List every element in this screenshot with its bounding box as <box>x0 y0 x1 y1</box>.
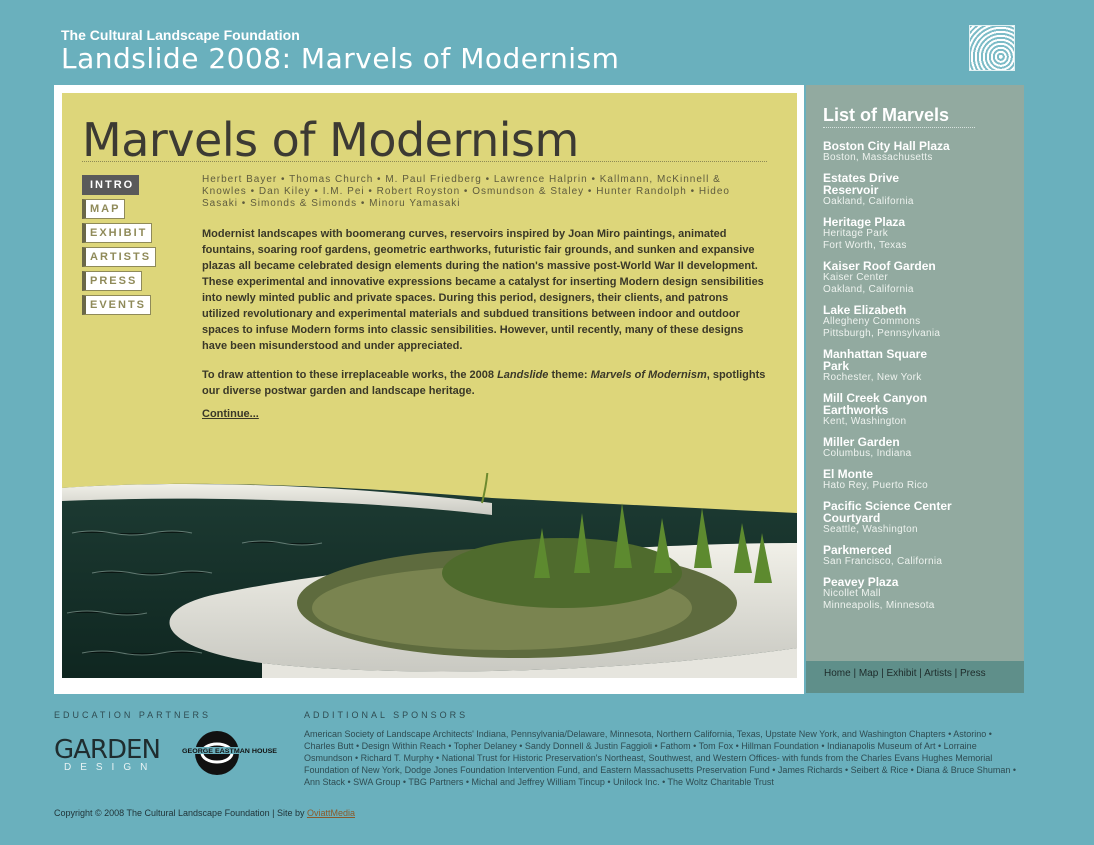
marvel-location: Pittsburgh, Pennsylvania <box>823 328 941 339</box>
sidebar <box>806 85 1024 661</box>
link-separator: | <box>850 668 859 679</box>
artists-list: Herbert Bayer • Thomas Church • M. Paul Friedberg • Lawrence Halprin • Kallmann, McKinnell & Knowles • Dan Kiley • I.M. Pei • Robert Royston • Osmundson & Staley • Hunter Randolph • Hideo Sasaki • Simonds & Simonds • Minoru Yamasaki <box>202 174 730 209</box>
nav-intro[interactable]: INTRO <box>82 175 139 195</box>
marvel-name[interactable]: Lake Elizabeth <box>823 303 907 317</box>
marvel-item <box>823 140 1013 164</box>
marvel-name[interactable]: Manhattan Square Park <box>823 347 928 373</box>
marvel-name[interactable]: Peavey Plaza <box>823 575 899 589</box>
marvel-item <box>823 172 1013 208</box>
marvel-location: San Francisco, California <box>823 556 943 567</box>
marvel-name[interactable]: Kaiser Roof Garden <box>823 259 936 273</box>
marvel-item <box>823 500 1013 536</box>
nav-exhibit[interactable]: EXHIBIT <box>82 223 152 243</box>
sidebar-footer-links <box>824 668 986 679</box>
marvel-location: Allegheny Commons <box>823 316 921 327</box>
footer-link-home[interactable]: Home <box>824 668 851 679</box>
marvel-location: Nicollet Mall <box>823 588 881 599</box>
header-org: The Cultural Landscape Foundation <box>61 27 300 43</box>
marvel-location: Minneapolis, Minnesota <box>823 600 935 611</box>
nav-map[interactable]: MAP <box>82 199 125 219</box>
intro-text: Modernist landscapes with boomerang curves, reservoirs inspired by Joan Miro paintings, animated fountains, soaring roof gardens, geometric earthworks, futuristic fair grounds, and sunken and expansive plazas all became celebrated design elements during the nation's massive post-World War II development. These experimental and innovative expressions became a catalyst for inserting Modern design sensibilities into newly minted public and private spaces. During this period, designers, their clients, and patrons utilized revolutionary and experimental materials and subdued transitions between indoor and outdoor spaces to infuse Modern forms into classic sensibilities. However, until recently, many of these designs have been misunderstood and under appreciated. <box>202 228 764 352</box>
marvel-location: Hato Rey, Puerto Rico <box>823 480 929 491</box>
title-divider <box>82 161 767 162</box>
marvel-name[interactable]: Parkmerced <box>823 543 892 557</box>
copyright <box>54 808 355 818</box>
garden-design-logo[interactable] <box>54 735 160 773</box>
sidebar-title: List of Marvels <box>823 105 950 125</box>
footer-link-artists[interactable]: Artists <box>924 668 952 679</box>
marvel-item <box>823 544 1013 568</box>
section-title: Marvels of Modernism <box>82 113 579 167</box>
footer-link-map[interactable]: Map <box>858 668 879 679</box>
marvel-name[interactable]: Boston City Hall Plaza <box>823 139 950 153</box>
continue-link[interactable]: Continue... <box>202 408 259 420</box>
marvel-item <box>823 304 1013 340</box>
marvels-list <box>823 140 1013 620</box>
eastman-house-logo[interactable] <box>182 730 277 776</box>
hero-photo <box>62 473 797 678</box>
sponsors-list: American Society of Landscape Architects' Indiana, Pennsylvania/Delaware, Minnesota, Northern California, Texas, Upstate New York, and Washington Chapters • Astorino • Charles Butt • Design Within Reach • Topher Delaney • Sandy Donnell & Justin Faggioli • Fathom • Tom Fox • Hillman Foundation • Indianapolis Museum of Art • Lorraine Osmundson • Richard T. Murphy • National Trust for Historic Preservation's Northeast, Southwest, and Western Offices- with funds from the Charles Evans Hughes Memorial Foundation of New York, Dodge Jones Foundation Intervention Fund, and Eastern Massachusetts Preservation Fund • James Richards • Seibert & Rice • Diana & Bruce Shuman • Ann Stack • SWA Group • TBG Partners • Michal and Jeffrey William Tincup • Unilock Inc. • The Woltz Charitable Trust <box>304 729 1016 787</box>
marvel-item <box>823 348 1013 384</box>
garden-logo-top: GARDEN <box>54 735 160 765</box>
marvel-name[interactable]: Pacific Science Center Courtyard <box>823 499 952 525</box>
marvel-location: Heritage Park <box>823 228 889 239</box>
education-partners-label: EDUCATION PARTNERS <box>54 710 212 720</box>
marvel-item <box>823 216 1013 252</box>
content-panel <box>62 93 797 678</box>
marvel-location: Oakland, California <box>823 196 914 207</box>
sidebar-footer <box>806 661 1024 693</box>
marvel-item <box>823 468 1013 492</box>
sidebar-divider <box>823 127 975 128</box>
fingerprint-logo-icon[interactable] <box>969 25 1015 71</box>
link-separator: | <box>916 668 925 679</box>
cta-theme: Marvels of Modernism <box>590 369 707 381</box>
marvel-item <box>823 576 1013 612</box>
sponsors-label: ADDITIONAL SPONSORS <box>304 710 469 720</box>
section-nav <box>82 175 156 319</box>
cta-mid: theme: <box>548 369 591 381</box>
marvel-location: Seattle, Washington <box>823 524 918 535</box>
nav-events[interactable]: EVENTS <box>82 295 151 315</box>
footer-link-exhibit[interactable]: Exhibit <box>886 668 917 679</box>
cta-pre: To draw attention to these irreplaceable works, the 2008 <box>202 369 498 381</box>
eastman-logo-text: GEORGE EASTMAN HOUSE <box>182 748 277 755</box>
copyright-text: Copyright © 2008 The Cultural Landscape Foundation | Site by <box>54 808 307 818</box>
cta-landslide: Landslide <box>497 369 549 381</box>
cta-text <box>202 367 767 399</box>
marvel-name[interactable]: Mill Creek Canyon Earthworks <box>823 391 928 417</box>
marvel-location: Fort Worth, Texas <box>823 240 907 251</box>
marvel-location: Kent, Washington <box>823 416 907 427</box>
nav-artists[interactable]: ARTISTS <box>82 247 156 267</box>
marvel-item <box>823 436 1013 460</box>
marvel-name[interactable]: Miller Garden <box>823 435 900 449</box>
nav-press[interactable]: PRESS <box>82 271 142 291</box>
footer-link-press[interactable]: Press <box>960 668 986 679</box>
marvel-location: Rochester, New York <box>823 372 922 383</box>
marvel-name[interactable]: Estates Drive Reservoir <box>823 171 900 197</box>
marvel-location: Kaiser Center <box>823 272 889 283</box>
cta-post: , spotlights our diverse postwar garden and landscape heritage. <box>202 369 766 397</box>
page-title: Landslide 2008: Marvels of Modernism <box>61 42 620 75</box>
marvel-name[interactable]: El Monte <box>823 467 873 481</box>
marvel-item <box>823 392 1013 428</box>
link-separator: | <box>951 668 961 679</box>
garden-logo-sub: DESIGN <box>64 762 157 773</box>
marvel-name[interactable]: Heritage Plaza <box>823 215 906 229</box>
marvel-location: Columbus, Indiana <box>823 448 912 459</box>
marvel-item <box>823 260 1013 296</box>
marvel-location: Boston, Massachusetts <box>823 152 933 163</box>
link-separator: | <box>878 668 887 679</box>
marvel-location: Oakland, California <box>823 284 914 295</box>
site-by-link[interactable]: OviattMedia <box>306 808 355 818</box>
